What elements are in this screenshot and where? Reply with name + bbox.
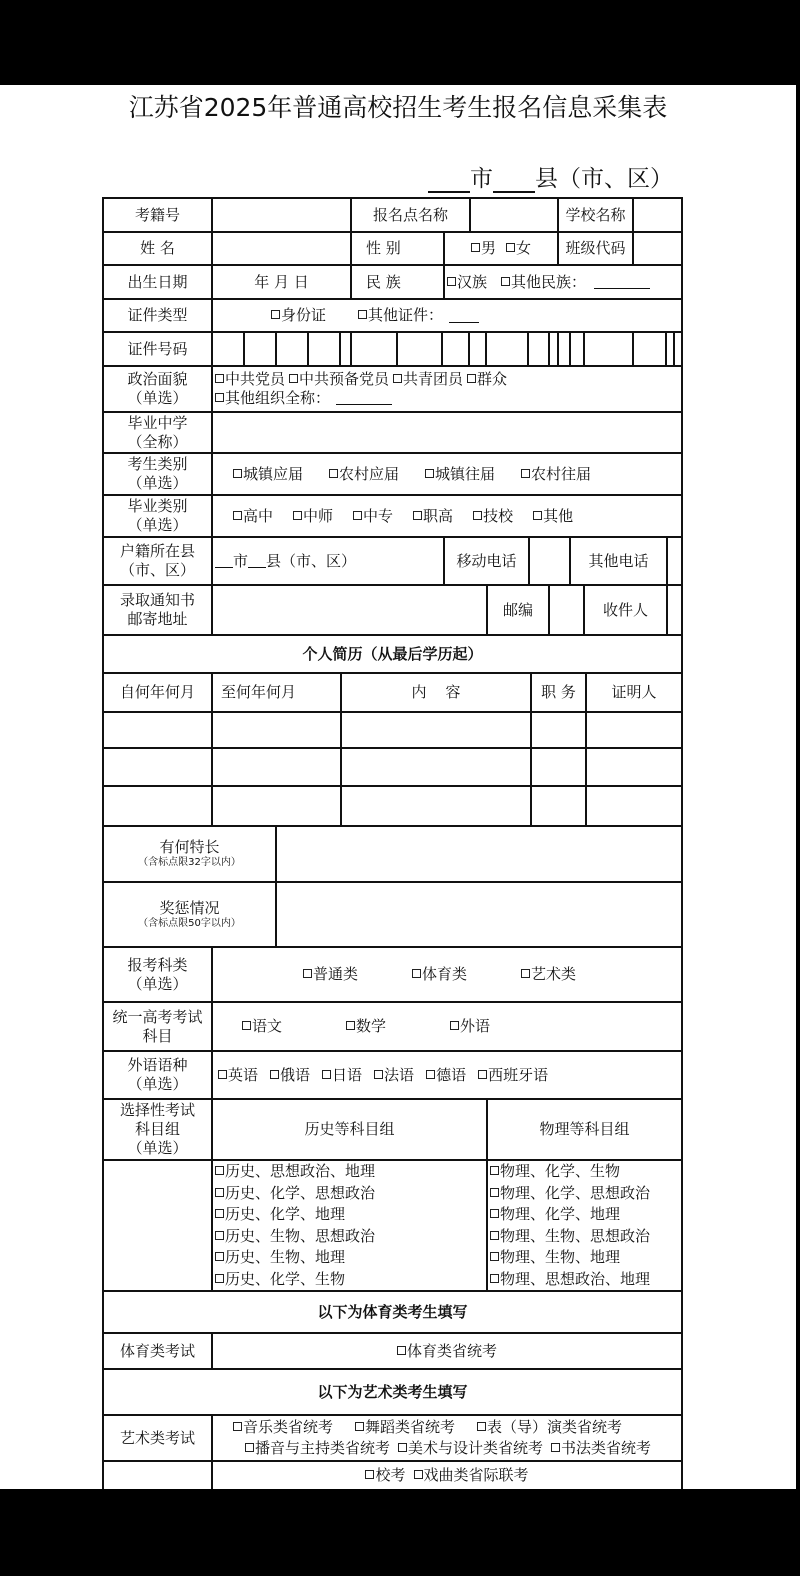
- resume-cell[interactable]: [530, 711, 587, 749]
- resume-cell[interactable]: [102, 711, 213, 749]
- option-urban-past-label: 城镇往届: [435, 464, 496, 483]
- graduation-type-label-line2: （单选）: [127, 516, 188, 534]
- graduated-school-label-line2: （全称）: [127, 432, 188, 451]
- hukou-label-line2: （市、区）: [119, 561, 195, 579]
- option-high-school-label: 高中: [243, 506, 274, 525]
- specialty-note: （含标点限32字以内）: [138, 857, 241, 869]
- checkbox-technical-school[interactable]: [473, 511, 482, 520]
- history-option-label: 历史、化学、地理: [225, 1205, 346, 1223]
- political-label: [102, 365, 213, 413]
- other-phone-field[interactable]: [666, 536, 683, 586]
- checkbox-japanese[interactable]: [322, 1070, 331, 1079]
- id-digit-cell[interactable]: [527, 331, 550, 367]
- postcode-label: 邮编: [486, 584, 550, 636]
- name-field[interactable]: [211, 231, 352, 266]
- ethnicity-options: [443, 264, 683, 300]
- checkbox-general[interactable]: [303, 969, 312, 978]
- exam-category-label-line1: 报考科类: [127, 955, 188, 974]
- sports-exam-options: [211, 1332, 683, 1370]
- checkbox-physics-option[interactable]: [490, 1209, 499, 1218]
- checkbox-urban-current[interactable]: [233, 469, 242, 478]
- specialty-label: [102, 825, 277, 883]
- checkbox-broadcasting[interactable]: [245, 1443, 254, 1452]
- option-female-label: 女: [516, 239, 532, 258]
- political-options: [211, 365, 683, 413]
- hukou-city-suffix: 市: [233, 551, 249, 570]
- option-other-ethnicity-label: 其他民族：: [511, 272, 587, 291]
- checkbox-han[interactable]: [447, 277, 456, 286]
- option-math-label: 数学: [356, 1017, 387, 1036]
- art-extra-options: [211, 1460, 683, 1491]
- hukou-label: [102, 536, 213, 586]
- history-option-label: 历史、化学、生物: [225, 1269, 346, 1288]
- recipient-field[interactable]: [666, 584, 683, 636]
- other-id-blank[interactable]: [449, 309, 479, 323]
- reg-site-field[interactable]: [469, 197, 559, 233]
- id-digit-cell[interactable]: [211, 331, 245, 367]
- checkbox-female[interactable]: [506, 243, 515, 252]
- checkbox-performance[interactable]: [477, 1422, 486, 1431]
- gender-options: [443, 231, 559, 266]
- option-male-label: 男: [480, 239, 496, 258]
- foreign-language-options: [211, 1050, 683, 1100]
- unified-exam-label: [102, 1001, 213, 1052]
- resume-cell[interactable]: [211, 747, 342, 787]
- resume-cell[interactable]: [585, 711, 683, 749]
- option-school-exam-label: 校考: [375, 1466, 406, 1485]
- class-code-label: 班级代码: [557, 231, 634, 266]
- exam-category-label: [102, 946, 213, 1003]
- checkbox-other-id[interactable]: [358, 310, 367, 319]
- resume-cell[interactable]: [340, 747, 532, 787]
- physics-option-label: 物理、生物、地理: [500, 1248, 621, 1266]
- resume-cell[interactable]: [211, 785, 342, 827]
- checkbox-history-option[interactable]: [215, 1274, 224, 1283]
- checkbox-music[interactable]: [233, 1422, 242, 1431]
- checkbox-history-option[interactable]: [215, 1252, 224, 1261]
- class-code-field[interactable]: [632, 231, 683, 266]
- checkbox-school-exam[interactable]: [365, 1470, 374, 1479]
- resume-cell[interactable]: [211, 711, 342, 749]
- graduation-type-options: [211, 494, 683, 538]
- resume-cell[interactable]: [340, 711, 532, 749]
- name-label: 姓 名: [102, 231, 213, 266]
- id-digit-cell[interactable]: [485, 331, 529, 367]
- checkbox-physics-option[interactable]: [490, 1231, 499, 1240]
- physics-group-options: [486, 1159, 683, 1292]
- physics-option-label: 物理、化学、地理: [500, 1205, 621, 1223]
- graduated-school-label: [102, 411, 213, 454]
- resume-cell[interactable]: [530, 785, 587, 827]
- graduation-type-label-line1: 毕业类别: [127, 497, 188, 516]
- hukou-county-suffix: 县（市、区）: [266, 551, 357, 570]
- checkbox-sports-provincial[interactable]: [397, 1346, 406, 1355]
- option-dance-label: 舞蹈类省统考: [365, 1418, 456, 1436]
- checkbox-history-option[interactable]: [215, 1166, 224, 1175]
- checkbox-physics-option[interactable]: [490, 1166, 499, 1175]
- exam-id-label: 考籍号: [102, 197, 213, 233]
- option-fine-arts-label: 美术与设计类省统考: [408, 1439, 544, 1457]
- resume-cell[interactable]: [585, 785, 683, 827]
- electives-label: [102, 1098, 213, 1161]
- checkbox-high-school[interactable]: [233, 511, 242, 520]
- option-rural-past-label: 农村往届: [531, 464, 592, 483]
- id-digit-cell[interactable]: [632, 331, 667, 367]
- resume-col-content: 内 容: [340, 672, 532, 713]
- physics-option-label: 物理、化学、生物: [500, 1162, 621, 1180]
- mobile-field[interactable]: [528, 536, 571, 586]
- county-blank[interactable]: [493, 171, 535, 193]
- checkbox-math[interactable]: [346, 1021, 355, 1030]
- checkbox-history-option[interactable]: [215, 1209, 224, 1218]
- option-german-label: 德语: [436, 1065, 467, 1084]
- resume-cell[interactable]: [102, 747, 213, 787]
- checkbox-french[interactable]: [374, 1070, 383, 1079]
- checkbox-technical-secondary[interactable]: [353, 511, 362, 520]
- graduated-school-field[interactable]: [211, 411, 683, 454]
- option-technical-secondary-label: 中专: [363, 506, 394, 525]
- option-music-label: 音乐类省统考: [243, 1418, 334, 1436]
- option-id-card-label: 身份证: [281, 306, 327, 325]
- checkbox-german[interactable]: [426, 1070, 435, 1079]
- art-extra-blank-cell: [102, 1460, 213, 1491]
- sports-section-title: 以下为体育类考生填写: [102, 1290, 683, 1334]
- hukou-field[interactable]: [211, 536, 445, 586]
- checkbox-spanish[interactable]: [478, 1070, 487, 1079]
- resume-col-to: 至何年何月: [211, 672, 342, 713]
- resume-cell[interactable]: [585, 747, 683, 787]
- awards-field[interactable]: [275, 881, 683, 948]
- specialty-label-text: 有何特长: [159, 838, 220, 857]
- option-masses-label: 群众: [477, 370, 508, 389]
- option-arts-label: 艺术类: [531, 965, 577, 984]
- history-group-label: 历史等科目组: [211, 1098, 488, 1161]
- checkbox-masses[interactable]: [467, 374, 476, 383]
- birth-label: 出生日期: [102, 264, 213, 300]
- id-digit-cell[interactable]: [441, 331, 470, 367]
- option-russian-label: 俄语: [280, 1065, 311, 1084]
- unified-exam-label-line1: 统一高考考试: [112, 1007, 203, 1026]
- checkbox-rural-past[interactable]: [521, 469, 530, 478]
- option-normal-school-label: 中师: [303, 506, 334, 525]
- resume-cell[interactable]: [530, 747, 587, 787]
- graduation-type-label: [102, 494, 213, 538]
- resume-col-from: 自何年何月: [102, 672, 213, 713]
- checkbox-cyl-member[interactable]: [393, 374, 402, 383]
- exam-category-options: [211, 946, 683, 1003]
- option-english-label: 英语: [228, 1065, 259, 1084]
- postcode-field[interactable]: [548, 584, 585, 636]
- option-chinese-label: 语文: [252, 1017, 283, 1036]
- art-section-title: 以下为艺术类考生填写: [102, 1368, 683, 1416]
- ethnicity-label: 民 族: [350, 264, 445, 300]
- option-cpc-member-label: 中共党员: [225, 370, 286, 389]
- resume-col-position: 职 务: [530, 672, 587, 713]
- checkbox-dance[interactable]: [355, 1422, 364, 1431]
- checkbox-russian[interactable]: [270, 1070, 279, 1079]
- graduated-school-label-line1: 毕业中学: [127, 413, 188, 432]
- option-vocational-high-label: 职高: [423, 506, 454, 525]
- mail-address-field[interactable]: [211, 584, 488, 636]
- id-type-label: 证件类型: [102, 298, 213, 333]
- option-general-label: 普通类: [313, 965, 359, 984]
- reg-site-label: 报名点名称: [350, 197, 471, 233]
- exam-category-label-line2: （单选）: [127, 974, 188, 993]
- checkbox-fine-arts[interactable]: [398, 1443, 407, 1452]
- checkbox-normal-school[interactable]: [293, 511, 302, 520]
- mail-address-label-line2: 邮寄地址: [127, 610, 188, 628]
- resume-cell[interactable]: [340, 785, 532, 827]
- option-rural-current-label: 农村应届: [339, 464, 400, 483]
- political-label-line2: （单选）: [127, 389, 188, 407]
- hukou-label-line1: 户籍所在县: [119, 542, 195, 561]
- hukou-city-blank[interactable]: [215, 554, 233, 568]
- location-line: [428, 160, 673, 193]
- option-urban-current-label: 城镇应届: [243, 464, 304, 483]
- other-ethnicity-blank[interactable]: [594, 275, 650, 289]
- candidate-type-options: [211, 452, 683, 496]
- checkbox-male[interactable]: [471, 243, 480, 252]
- id-digit-cell[interactable]: [673, 331, 683, 367]
- art-exam-label: 艺术类考试: [102, 1414, 213, 1462]
- county-suffix: 县（市、区）: [535, 166, 673, 192]
- foreign-language-label: [102, 1050, 213, 1100]
- resume-col-witness: 证明人: [585, 672, 683, 713]
- art-exam-options: [211, 1414, 683, 1462]
- checkbox-history-option[interactable]: [215, 1231, 224, 1240]
- checkbox-physics-option[interactable]: [490, 1188, 499, 1197]
- checkbox-physics-option[interactable]: [490, 1274, 499, 1283]
- political-label-line1: 政治面貌: [127, 370, 188, 389]
- history-option-label: 历史、生物、思想政治: [225, 1226, 376, 1245]
- option-han-label: 汉族: [457, 272, 488, 291]
- id-digit-cell[interactable]: [396, 331, 443, 367]
- checkbox-vocational-high[interactable]: [413, 511, 422, 520]
- checkbox-chinese[interactable]: [242, 1021, 251, 1030]
- gender-label: 性 别: [350, 231, 445, 266]
- option-calligraphy-label: 书法类省统考: [561, 1439, 652, 1457]
- awards-label-text: 奖惩情况: [159, 898, 220, 917]
- sports-exam-label: 体育类考试: [102, 1332, 213, 1370]
- id-digit-cell[interactable]: [307, 331, 341, 367]
- option-opera-joint-label: 戏曲类省际联考: [423, 1466, 529, 1485]
- physics-option-label: 物理、生物、思想政治: [500, 1226, 651, 1245]
- history-option-label: 历史、化学、思想政治: [225, 1183, 376, 1202]
- id-digit-cell[interactable]: [275, 331, 309, 367]
- option-japanese-label: 日语: [332, 1065, 363, 1084]
- electives-label-line1: 选择性考试: [119, 1101, 195, 1119]
- id-digit-cell[interactable]: [350, 331, 398, 367]
- unified-exam-options: [211, 1001, 683, 1052]
- option-spanish-label: 西班牙语: [488, 1065, 549, 1084]
- physics-group-label: 物理等科目组: [486, 1098, 683, 1161]
- checkbox-cpc-member[interactable]: [215, 374, 224, 383]
- history-option-label: 历史、生物、地理: [225, 1248, 346, 1266]
- birth-field[interactable]: 年 月 日: [211, 264, 352, 300]
- resume-cell[interactable]: [102, 785, 213, 827]
- bottom-black-band: [0, 1489, 800, 1576]
- id-digit-cell[interactable]: [583, 331, 634, 367]
- checkbox-cpc-probationary[interactable]: [289, 374, 298, 383]
- candidate-type-label-line2: （单选）: [127, 474, 188, 492]
- physics-option-label: 物理、思想政治、地理: [500, 1269, 651, 1288]
- history-option-label: 历史、思想政治、地理: [225, 1162, 376, 1180]
- document-title: 江苏省2025年普通高校招生考生报名信息采集表: [128, 93, 668, 122]
- option-french-label: 法语: [384, 1065, 415, 1084]
- city-suffix: 市: [470, 166, 493, 192]
- mail-address-label: [102, 584, 213, 636]
- option-foreign-language-label: 外语: [460, 1017, 491, 1036]
- foreign-language-label-line1: 外语语种: [127, 1056, 188, 1075]
- checkbox-other-org[interactable]: [215, 393, 224, 402]
- awards-label: [102, 881, 277, 948]
- candidate-type-label-line1: 考生类别: [127, 455, 188, 474]
- school-name-field[interactable]: [632, 197, 683, 233]
- checkbox-foreign-language[interactable]: [450, 1021, 459, 1030]
- right-black-edge: [796, 85, 800, 1489]
- option-technical-school-label: 技校: [483, 506, 514, 525]
- mail-address-label-line1: 录取通知书: [119, 591, 195, 610]
- resume-section-title: 个人简历（从最后学历起）: [102, 634, 683, 674]
- id-type-options: [211, 298, 683, 333]
- option-broadcasting-label: 播音与主持类省统考: [255, 1439, 391, 1457]
- candidate-type-label: [102, 452, 213, 496]
- option-other-graduation-label: 其他: [543, 506, 574, 525]
- checkbox-calligraphy[interactable]: [551, 1443, 560, 1452]
- physics-option-label: 物理、化学、思想政治: [500, 1183, 651, 1202]
- checkbox-sports[interactable]: [412, 969, 421, 978]
- checkbox-urban-past[interactable]: [425, 469, 434, 478]
- option-sports-provincial-label: 体育类省统考: [406, 1341, 497, 1360]
- specialty-field[interactable]: [275, 825, 683, 883]
- awards-note: （含标点限50字以内）: [138, 917, 241, 929]
- hukou-county-blank[interactable]: [248, 554, 266, 568]
- id-number-label: 证件号码: [102, 331, 213, 367]
- option-cpc-probationary-label: 中共预备党员: [299, 370, 390, 389]
- school-name-label: 学校名称: [557, 197, 634, 233]
- checkbox-other-ethnicity[interactable]: [501, 277, 510, 286]
- history-group-options: [211, 1159, 488, 1292]
- checkbox-history-option[interactable]: [215, 1188, 224, 1197]
- recipient-label: 收件人: [583, 584, 668, 636]
- option-cyl-member-label: 共青团员: [403, 370, 464, 389]
- checkbox-other-graduation[interactable]: [533, 511, 542, 520]
- other-org-blank[interactable]: [336, 391, 392, 405]
- checkbox-physics-option[interactable]: [490, 1252, 499, 1261]
- checkbox-rural-current[interactable]: [329, 469, 338, 478]
- exam-id-field[interactable]: [211, 197, 352, 233]
- id-digit-cell[interactable]: [243, 331, 277, 367]
- electives-label-line2: 科目组: [134, 1119, 180, 1138]
- mobile-label: 移动电话: [443, 536, 530, 586]
- checkbox-arts[interactable]: [521, 969, 530, 978]
- option-performance-label: 表（导）演类省统考: [487, 1418, 623, 1436]
- option-other-org-label: 其他组织全称：: [225, 389, 331, 407]
- checkbox-opera-joint[interactable]: [414, 1470, 423, 1479]
- checkbox-english[interactable]: [218, 1070, 227, 1079]
- city-blank[interactable]: [428, 171, 470, 193]
- foreign-language-label-line2: （单选）: [127, 1075, 188, 1093]
- electives-label-line3: （单选）: [127, 1138, 188, 1157]
- unified-exam-label-line2: 科目: [142, 1026, 173, 1045]
- other-phone-label: 其他电话: [569, 536, 668, 586]
- checkbox-id-card[interactable]: [271, 310, 280, 319]
- option-sports-label: 体育类: [422, 965, 468, 984]
- option-other-id-label: 其他证件：: [368, 306, 444, 325]
- electives-blank-cell: [102, 1159, 213, 1292]
